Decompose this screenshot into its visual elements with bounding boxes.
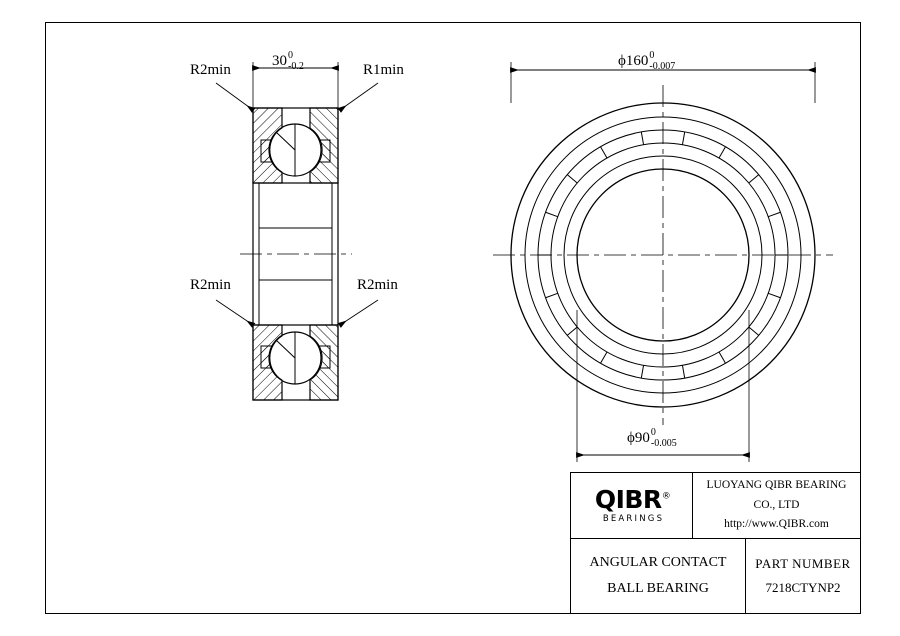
width-tol-lower: -0.2 [288, 60, 304, 72]
product-name-line-2: BALL BEARING [607, 581, 709, 596]
company-info [693, 476, 860, 535]
width-tol-upper: 0 [288, 50, 293, 61]
bore-tol-lower: -0.005 [650, 437, 677, 449]
title-block-body [571, 539, 860, 613]
title-block-header [571, 473, 860, 539]
product-name [571, 539, 746, 613]
outer-diameter-dimension [618, 51, 675, 72]
outer-tol-upper: 0 [649, 50, 655, 61]
bore-diameter-value: 90 [634, 429, 650, 446]
r2min-bottom-right-label: R2min [357, 277, 398, 293]
diameter-symbol-od: ϕ [618, 52, 626, 69]
bore-tol-upper: 0 [650, 427, 656, 438]
outer-tol-lower: -0.007 [649, 60, 676, 72]
logo-brand [595, 487, 670, 512]
title-block [570, 472, 861, 614]
product-name-line-1: ANGULAR CONTACT [589, 555, 727, 571]
part-number-cell [746, 539, 860, 613]
bore-diameter-dimension [627, 428, 677, 449]
width-dimension-value: 30 [272, 52, 287, 69]
logo-tagline: BEARINGS [602, 514, 665, 524]
part-number-value: 7218CTYNP2 [765, 580, 841, 595]
width-dimension [272, 51, 304, 72]
r2min-top-left-label: R2min [190, 62, 231, 78]
part-number-label: PART NUMBER [755, 555, 851, 571]
r1min-top-right-label: R1min [363, 62, 404, 78]
company-website: http://www.QIBR.com [724, 518, 829, 531]
outer-diameter-value: 160 [625, 52, 649, 69]
company-name: LUOYANG QIBR BEARING CO., LTD [706, 479, 847, 511]
logo-brand-text: QIBR [594, 485, 662, 514]
logo-registered-mark: ® [661, 491, 671, 502]
company-logo [571, 473, 693, 538]
diameter-symbol-bore: ϕ [627, 429, 635, 446]
r2min-bottom-left-label: R2min [190, 277, 231, 293]
